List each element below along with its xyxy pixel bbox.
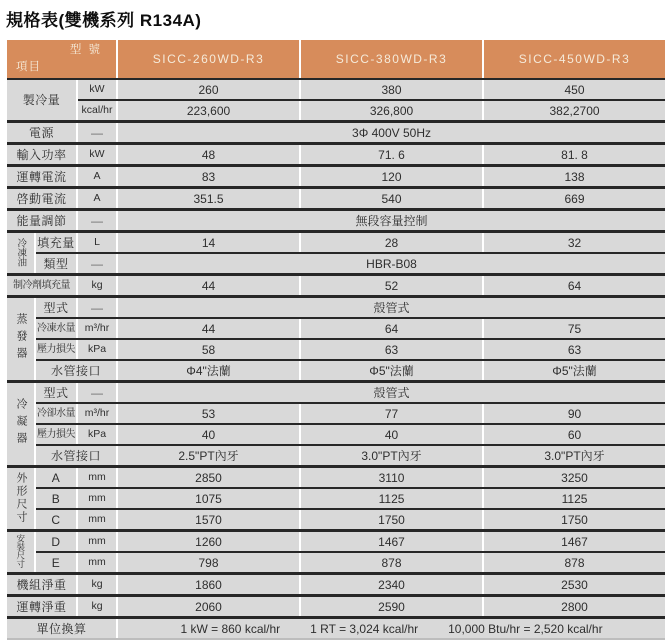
- row-evap-flow: [7, 318, 665, 339]
- unit-cell: —: [77, 297, 117, 319]
- row-dim-c: [7, 509, 665, 531]
- corner-model-label: 型 號: [69, 44, 103, 56]
- header-corner-cell: [7, 40, 117, 79]
- value-cell: 75: [483, 318, 665, 339]
- value-cell: 44: [117, 318, 300, 339]
- value-cell: 90: [483, 403, 665, 424]
- unit-cell: —: [77, 122, 117, 144]
- row-power: [7, 122, 665, 144]
- value-cell: 1750: [300, 509, 483, 531]
- row-label-input-power: 輸入功率: [7, 144, 77, 166]
- unit-cell: —: [77, 382, 117, 404]
- value-cell: 450: [483, 79, 665, 100]
- merged-value-cell: 殻管式: [117, 297, 665, 319]
- table-header-row: [7, 40, 665, 79]
- merged-value-cell: 殻管式: [117, 382, 665, 404]
- value-cell: 2.5"PT內牙: [117, 445, 300, 467]
- merged-value-cell: HBR-B08: [117, 253, 665, 275]
- row-cond-loss: [7, 424, 665, 445]
- row-label-dim-b: B: [35, 488, 77, 509]
- row-label-oil-type: 類型: [35, 253, 77, 275]
- value-cell: 48: [117, 144, 300, 166]
- row-start-current: [7, 188, 665, 210]
- row-label-cond-type: 型式: [35, 382, 77, 404]
- row-label-evap-conn: 水管接口: [35, 360, 117, 382]
- row-label-energy-control: 能量調節: [7, 210, 77, 232]
- unit-cell: kPa: [77, 424, 117, 445]
- row-net-weight: [7, 574, 665, 596]
- unit-cell: kg: [77, 275, 117, 297]
- merged-value-cell: 無段容量控制: [117, 210, 665, 232]
- page-title: 規格表(雙機系列 R134A): [6, 11, 202, 30]
- row-label-cond-loss: 壓力損失: [35, 424, 77, 445]
- value-cell: Φ5"法蘭: [300, 360, 483, 382]
- value-cell: 1125: [300, 488, 483, 509]
- value-cell: 540: [300, 188, 483, 210]
- model-header-2: SICC-380WD-R3: [300, 40, 483, 79]
- value-cell: 380: [300, 79, 483, 100]
- row-label-dim-d: D: [35, 531, 77, 553]
- value-cell: 2850: [117, 467, 300, 489]
- value-cell: 2800: [483, 596, 665, 618]
- unit-cell: mm: [77, 552, 117, 574]
- value-cell: 120: [300, 166, 483, 188]
- unit-cell: mm: [77, 488, 117, 509]
- value-cell: 2530: [483, 574, 665, 596]
- value-cell: 1570: [117, 509, 300, 531]
- value-cell: 2590: [300, 596, 483, 618]
- row-run-current: [7, 166, 665, 188]
- row-label-cond-conn: 水管接口: [35, 445, 117, 467]
- value-cell: 326,800: [300, 100, 483, 122]
- value-cell: 32: [483, 232, 665, 254]
- unit-cell: L: [77, 232, 117, 254]
- value-cell: 44: [117, 275, 300, 297]
- value-cell: 83: [117, 166, 300, 188]
- value-cell: 1075: [117, 488, 300, 509]
- value-cell: 1467: [483, 531, 665, 553]
- value-cell: 260: [117, 79, 300, 100]
- row-label-run-current: 運轉電流: [7, 166, 77, 188]
- value-cell: 3.0"PT內牙: [300, 445, 483, 467]
- value-cell: 77: [300, 403, 483, 424]
- row-evap-loss: [7, 339, 665, 360]
- value-cell: 1125: [483, 488, 665, 509]
- group-label-condenser: 冷凝器: [7, 382, 35, 467]
- value-cell: 1467: [300, 531, 483, 553]
- value-cell: 669: [483, 188, 665, 210]
- value-cell: 3110: [300, 467, 483, 489]
- value-cell: 223,600: [117, 100, 300, 122]
- unit-cell: kPa: [77, 339, 117, 360]
- row-cooling-kcal: [7, 100, 665, 122]
- row-oil-charge: [7, 232, 665, 254]
- row-label-evap-loss: 壓力損失: [35, 339, 77, 360]
- value-cell: 3.0"PT內牙: [483, 445, 665, 467]
- row-oil-type: [7, 253, 665, 275]
- row-label-evap-type: 型式: [35, 297, 77, 319]
- value-cell: 2060: [117, 596, 300, 618]
- row-label-dim-c: C: [35, 509, 77, 531]
- row-label-oil-charge: 填充量: [35, 232, 77, 254]
- row-label-evap-flow: 冷凍水量: [35, 318, 77, 339]
- unit-cell: m³/hr: [77, 403, 117, 424]
- unit-cell: kW: [77, 79, 117, 100]
- row-label-refrigerant: 制冷劑填充量: [7, 275, 77, 297]
- row-dim-d: [7, 531, 665, 553]
- row-input-power: [7, 144, 665, 166]
- row-op-weight: [7, 596, 665, 618]
- row-label-dim-e: E: [35, 552, 77, 574]
- value-cell: 878: [300, 552, 483, 574]
- value-cell: 64: [300, 318, 483, 339]
- unit-cell: A: [77, 166, 117, 188]
- value-cell: 71. 6: [300, 144, 483, 166]
- value-cell: 2340: [300, 574, 483, 596]
- row-dim-e: [7, 552, 665, 574]
- value-cell: 40: [300, 424, 483, 445]
- value-cell: 81. 8: [483, 144, 665, 166]
- row-label-dim-a: A: [35, 467, 77, 489]
- value-cell: 63: [300, 339, 483, 360]
- conversion-items: [118, 623, 665, 635]
- unit-cell: kg: [77, 596, 117, 618]
- row-label-power: 電源: [7, 122, 77, 144]
- unit-cell: —: [77, 253, 117, 275]
- row-label-cooling: 製冷量: [7, 79, 77, 122]
- row-dim-a: [7, 467, 665, 489]
- conversion-item: 1 kW = 860 kcal/hr: [180, 621, 281, 636]
- row-energy-control: [7, 210, 665, 232]
- unit-cell: kW: [77, 144, 117, 166]
- row-label-net-weight: 機組淨重: [7, 574, 77, 596]
- row-label-conversion: 單位換算: [7, 618, 117, 640]
- value-cell: 52: [300, 275, 483, 297]
- model-header-1: SICC-260WD-R3: [117, 40, 300, 79]
- value-cell: Φ4"法蘭: [117, 360, 300, 382]
- group-label-install-dim: 安裝尺寸: [7, 531, 35, 574]
- unit-cell: kg: [77, 574, 117, 596]
- value-cell: 1260: [117, 531, 300, 553]
- value-cell: 138: [483, 166, 665, 188]
- value-cell: 14: [117, 232, 300, 254]
- corner-item-label: 項目: [16, 60, 41, 73]
- value-cell: 28: [300, 232, 483, 254]
- value-cell: 63: [483, 339, 665, 360]
- model-header-3: SICC-450WD-R3: [483, 40, 665, 79]
- value-cell: 40: [117, 424, 300, 445]
- value-cell: 798: [117, 552, 300, 574]
- unit-cell: A: [77, 188, 117, 210]
- row-label-op-weight: 運轉淨重: [7, 596, 77, 618]
- row-cooling-kw: [7, 79, 665, 100]
- value-cell: 382,2700: [483, 100, 665, 122]
- unit-cell: m³/hr: [77, 318, 117, 339]
- conversion-item: 1 RT = 3,024 kcal/hr: [310, 621, 419, 636]
- row-label-start-current: 啓動電流: [7, 188, 77, 210]
- value-cell: Φ5"法蘭: [483, 360, 665, 382]
- row-label-cond-flow: 冷卻水量: [35, 403, 77, 424]
- value-cell: 1860: [117, 574, 300, 596]
- value-cell: 878: [483, 552, 665, 574]
- unit-cell: mm: [77, 467, 117, 489]
- value-cell: 1750: [483, 509, 665, 531]
- row-evap-type: [7, 297, 665, 319]
- row-cond-conn: [7, 445, 665, 467]
- value-cell: 64: [483, 275, 665, 297]
- group-label-oil: 冷凍油: [7, 232, 35, 275]
- conversion-item: 10,000 Btu/hr = 2,520 kcal/hr: [448, 621, 603, 636]
- row-unit-conversion: [7, 618, 665, 640]
- value-cell: 351.5: [117, 188, 300, 210]
- row-dim-b: [7, 488, 665, 509]
- spec-table: [7, 40, 665, 640]
- unit-cell: mm: [77, 509, 117, 531]
- row-refrigerant-charge: [7, 275, 665, 297]
- unit-cell: —: [77, 210, 117, 232]
- value-cell: 60: [483, 424, 665, 445]
- group-label-outer-dim: 外形尺寸: [7, 467, 35, 531]
- merged-value-cell: 3Φ 400V 50Hz: [117, 122, 665, 144]
- unit-cell: mm: [77, 531, 117, 553]
- unit-cell: kcal/hr: [77, 100, 117, 122]
- value-cell: 53: [117, 403, 300, 424]
- row-evap-conn: [7, 360, 665, 382]
- row-cond-type: [7, 382, 665, 404]
- value-cell: 58: [117, 339, 300, 360]
- group-label-evaporator: 蒸發器: [7, 297, 35, 382]
- conversion-values-cell: [117, 618, 665, 640]
- row-cond-flow: [7, 403, 665, 424]
- value-cell: 3250: [483, 467, 665, 489]
